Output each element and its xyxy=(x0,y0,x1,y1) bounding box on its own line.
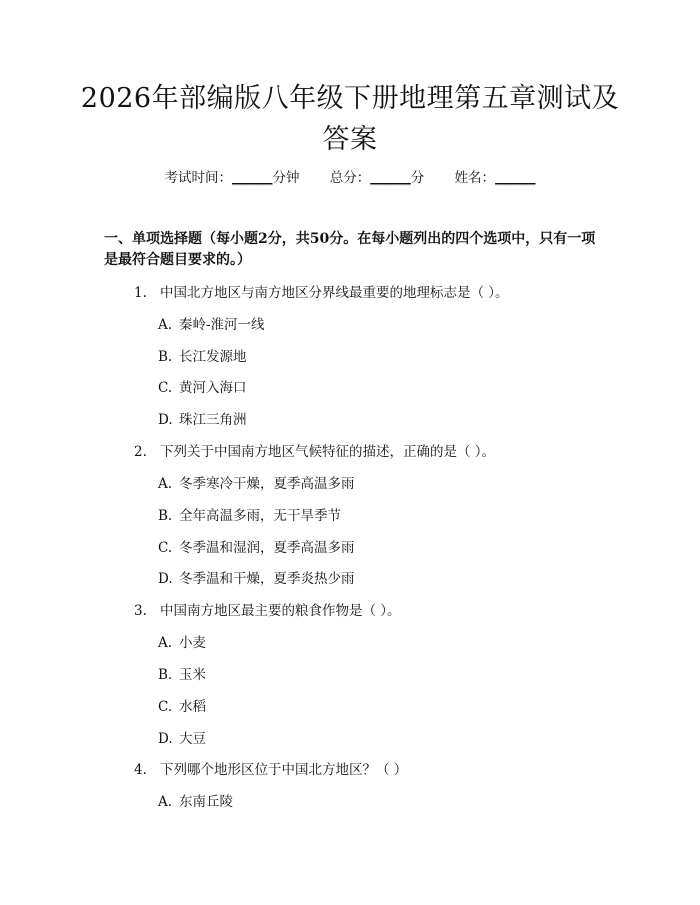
option-1c xyxy=(158,378,247,398)
option-text: 黄河入海口 xyxy=(179,380,247,396)
option-letter: B. xyxy=(158,667,173,683)
name-label: 姓名： xyxy=(454,170,496,186)
option-text: 全年高温多雨，无干旱季节 xyxy=(179,508,341,524)
total-score-field xyxy=(330,168,425,188)
option-letter: B. xyxy=(158,349,173,365)
option-letter: A. xyxy=(158,476,173,492)
exam-time-unit: 分钟 xyxy=(272,170,300,186)
name-blank: ______ xyxy=(495,170,536,186)
option-text: 冬季温和干燥，夏季炎热少雨 xyxy=(179,571,355,587)
option-letter: A. xyxy=(158,317,173,333)
question-4 xyxy=(134,760,407,780)
option-letter: C. xyxy=(158,699,173,715)
option-3b xyxy=(158,665,206,685)
question-text: 下列关于中国南方地区气候特征的描述，正确的是（ ）。 xyxy=(160,444,496,460)
total-score-blank: ______ xyxy=(370,170,411,186)
exam-info-line xyxy=(0,168,700,188)
option-text: 冬季寒冷干燥，夏季高温多雨 xyxy=(179,476,355,492)
option-text: 长江发源地 xyxy=(179,349,247,365)
question-text: 中国南方地区最主要的粮食作物是（ ）。 xyxy=(160,603,401,619)
question-2 xyxy=(134,442,495,462)
title-line-2: 答案 xyxy=(322,124,378,155)
option-text: 珠江三角洲 xyxy=(179,412,247,428)
option-letter: C. xyxy=(158,540,173,556)
option-letter: D. xyxy=(158,571,173,587)
option-text: 小麦 xyxy=(179,635,206,651)
option-text: 东南丘陵 xyxy=(179,794,233,810)
exam-time-label: 考试时间： xyxy=(164,170,232,186)
option-3a xyxy=(158,633,206,653)
option-1a xyxy=(158,315,265,335)
option-2a xyxy=(158,474,355,494)
option-text: 水稻 xyxy=(179,699,206,715)
exam-time-blank: ______ xyxy=(231,170,273,186)
option-letter: B. xyxy=(158,508,173,524)
option-4a xyxy=(158,792,233,812)
option-1b xyxy=(158,347,247,367)
option-3d xyxy=(158,729,206,749)
option-2d xyxy=(158,569,355,589)
question-number: 3. xyxy=(134,603,147,619)
option-text: 秦岭-淮河一线 xyxy=(179,317,265,333)
question-number: 4. xyxy=(134,762,147,778)
option-text: 大豆 xyxy=(179,731,206,747)
question-3 xyxy=(134,601,401,621)
option-text: 冬季温和湿润，夏季高温多雨 xyxy=(179,540,355,556)
question-text: 下列哪个地形区位于中国北方地区？（ ） xyxy=(160,762,408,778)
question-number: 1. xyxy=(134,285,147,301)
page-title xyxy=(60,78,640,160)
option-letter: D. xyxy=(158,731,173,747)
total-score-unit: 分 xyxy=(410,170,425,186)
option-1d xyxy=(158,410,247,430)
total-score-label: 总分： xyxy=(329,170,371,186)
option-2b xyxy=(158,506,341,526)
question-1 xyxy=(134,283,509,303)
option-2c xyxy=(158,538,355,558)
option-letter: A. xyxy=(158,635,173,651)
question-text: 中国北方地区与南方地区分界线最重要的地理标志是（ ）。 xyxy=(160,285,509,301)
question-number: 2. xyxy=(134,444,147,460)
section-heading: 一、单项选择题（每小题2分，共50分。在每小题列出的四个选项中，只有一项是最符合题目要求的。） xyxy=(104,231,596,268)
option-letter: D. xyxy=(158,412,173,428)
option-text: 玉米 xyxy=(179,667,206,683)
title-line-1: 2026年部编版八年级下册地理第五章测试及 xyxy=(80,83,620,114)
option-letter: C. xyxy=(158,380,173,396)
option-letter: A. xyxy=(158,794,173,810)
option-3c xyxy=(158,697,206,717)
name-field xyxy=(455,168,536,188)
exam-time-field xyxy=(164,168,299,188)
